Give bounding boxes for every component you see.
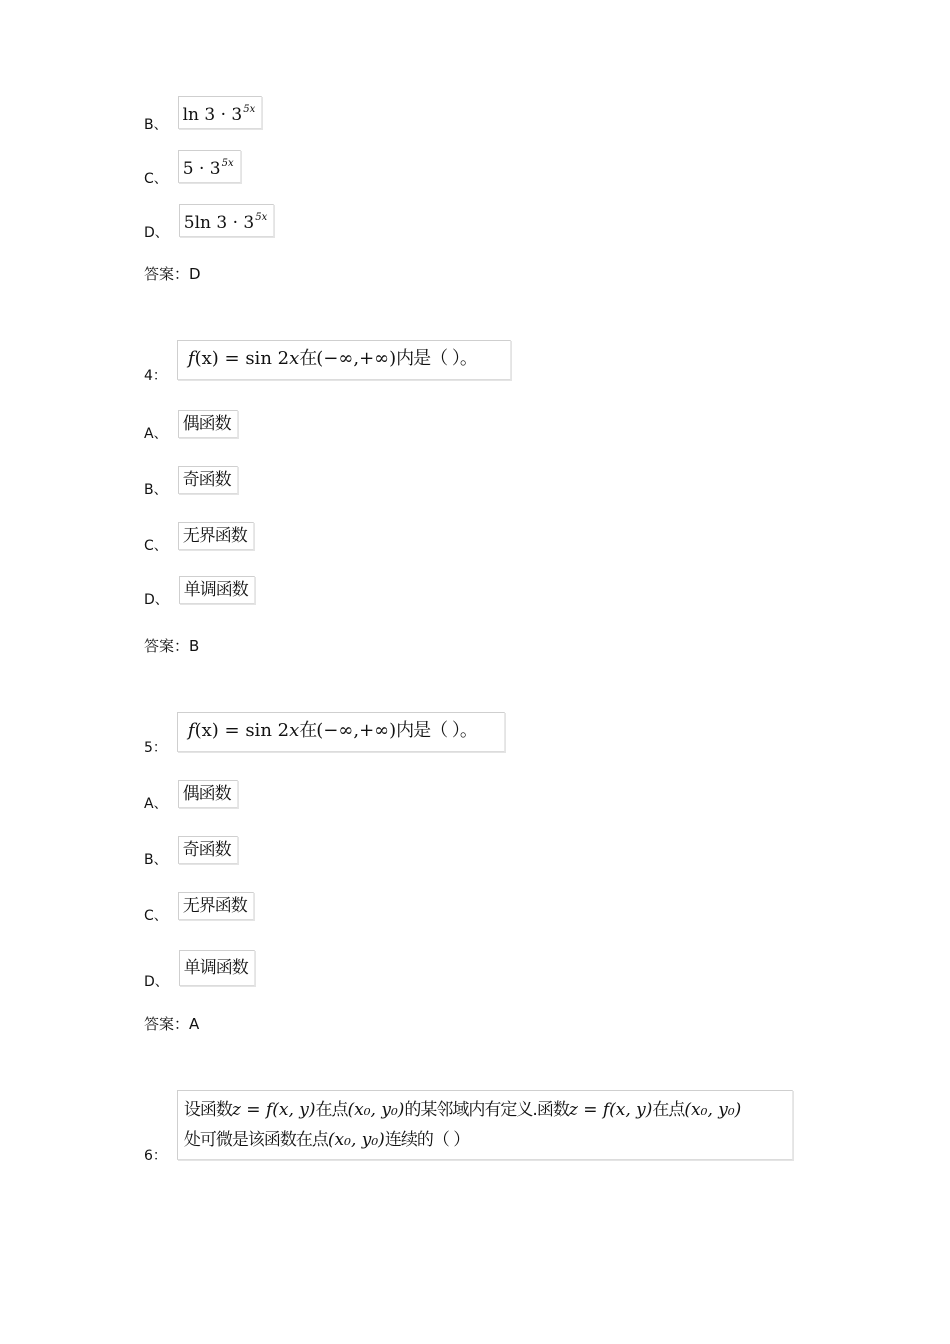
option-label: C、 (144, 538, 168, 554)
q3-option-d[interactable] (144, 208, 274, 241)
q5-option-a[interactable] (144, 784, 238, 812)
stem-tail: 内是（ ）。 (396, 720, 477, 741)
func-arg: (x) (194, 348, 219, 369)
option-label: A、 (144, 796, 168, 812)
eq: = (577, 1100, 603, 1120)
option-formula (179, 204, 274, 237)
stem-text: 在 (299, 720, 317, 741)
func-f: f (187, 720, 195, 741)
option-label: C、 (144, 908, 168, 924)
question-number: 6： (144, 1148, 167, 1164)
q5-option-d[interactable] (144, 954, 255, 990)
option-text: 偶函数 (178, 410, 238, 438)
func-f: f (602, 1100, 610, 1120)
option-formula (178, 150, 241, 183)
var-z: z (568, 1100, 578, 1120)
option-text: 偶函数 (178, 780, 238, 808)
func-f: f (187, 348, 195, 369)
formula-base: ln 3 · 3 (182, 105, 243, 125)
point: (x₀, y₀) (347, 1100, 405, 1120)
option-text: 无界函数 (178, 522, 254, 550)
formula-base: 5 · 3 (182, 159, 221, 179)
formula-exponent: 5x (221, 158, 234, 169)
stem-text: 在点 (315, 1100, 348, 1120)
q3-option-b[interactable] (144, 100, 262, 133)
func-f: f (265, 1100, 273, 1120)
func-args: (x, y) (272, 1100, 316, 1120)
func-args: (x, y) (609, 1100, 653, 1120)
option-label: A、 (144, 426, 168, 442)
point: (x₀, y₀) (327, 1130, 385, 1150)
stem-text: 的某邻域内有定义.函数 (404, 1100, 569, 1120)
stem-text: 在 (299, 348, 317, 369)
q4-option-a[interactable] (144, 414, 238, 442)
option-text: 单调函数 (179, 576, 255, 604)
stem-line-1 (184, 1095, 782, 1125)
formula-exponent: 5x (255, 212, 268, 223)
func-var: x (289, 348, 300, 369)
option-label: C、 (144, 171, 168, 187)
stem-text: 连续的（ ） (384, 1130, 470, 1150)
q4-option-c[interactable] (144, 526, 254, 554)
func-var: x (289, 720, 300, 741)
interval: (−∞,+∞) (316, 720, 397, 741)
option-text: 奇函数 (178, 836, 238, 864)
q5-option-b[interactable] (144, 840, 238, 868)
question-stem (177, 1090, 793, 1160)
option-label: D、 (144, 592, 169, 608)
option-label: D、 (144, 974, 169, 990)
question-number: 5： (144, 740, 167, 756)
option-label: B、 (144, 482, 168, 498)
question-stem (177, 712, 505, 752)
var-z: z (231, 1100, 241, 1120)
q5-question (144, 716, 505, 756)
formula-exponent: 5x (243, 104, 256, 115)
option-label: D、 (144, 225, 169, 241)
func-eq: = sin 2 (218, 348, 290, 369)
stem-line-2 (184, 1125, 782, 1155)
q3-option-c[interactable] (144, 154, 241, 187)
interval: (−∞,+∞) (316, 348, 397, 369)
stem-tail: 内是（ ）。 (396, 348, 477, 369)
option-text: 奇函数 (178, 466, 238, 494)
func-eq: = sin 2 (218, 720, 290, 741)
q4-option-d[interactable] (144, 580, 255, 608)
option-text: 单调函数 (179, 950, 255, 986)
stem-text: 设函数 (183, 1100, 232, 1120)
option-label: B、 (144, 117, 168, 133)
option-formula (178, 96, 263, 129)
q4-question (144, 344, 511, 384)
point: (x₀, y₀) (684, 1100, 742, 1120)
func-arg: (x) (194, 720, 219, 741)
q5-answer: 答案：A (144, 1015, 200, 1033)
question-stem (177, 340, 511, 380)
option-text: 无界函数 (178, 892, 254, 920)
q6-question (144, 1094, 793, 1164)
stem-text: 在点 (652, 1100, 685, 1120)
option-label: B、 (144, 852, 168, 868)
q3-answer: 答案：D (144, 265, 201, 283)
eq: = (240, 1100, 266, 1120)
formula-base: 5ln 3 · 3 (183, 213, 255, 233)
q5-option-c[interactable] (144, 896, 254, 924)
stem-text: 处可微是该函数在点 (183, 1130, 328, 1150)
question-number: 4： (144, 368, 167, 384)
q4-option-b[interactable] (144, 470, 238, 498)
q4-answer: 答案：B (144, 637, 200, 655)
